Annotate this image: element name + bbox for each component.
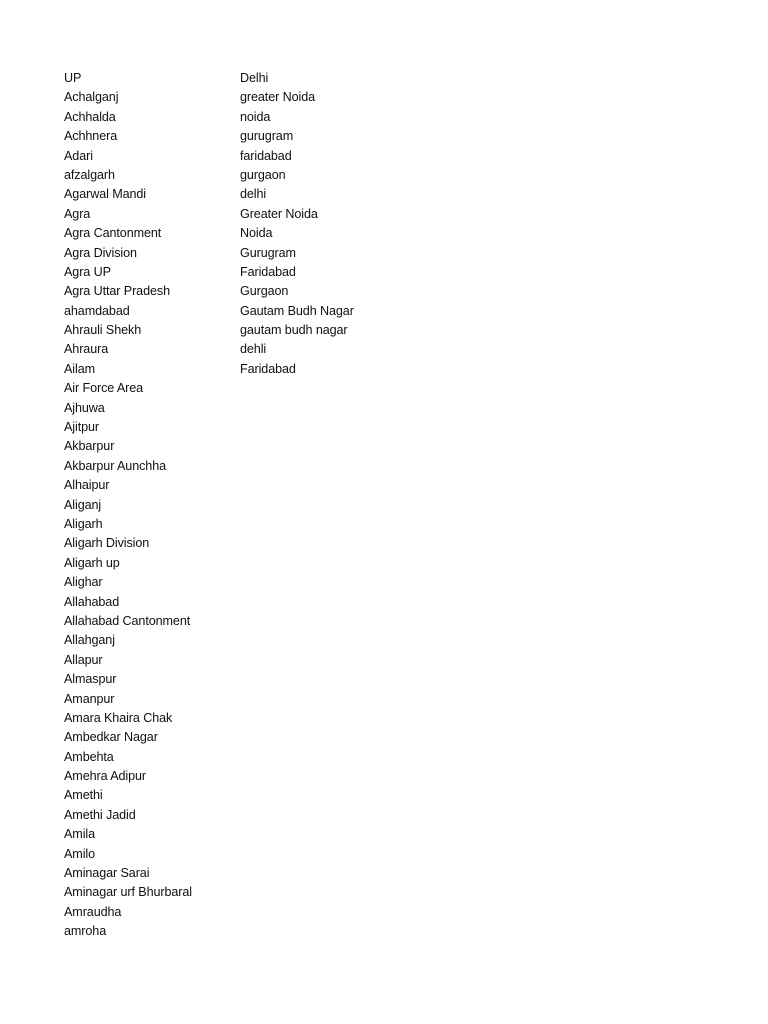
list-item: gurgaon (240, 167, 286, 182)
list-item: Agra Uttar Pradesh (64, 284, 170, 299)
list-item: gurugram (240, 129, 294, 144)
list-item: Amilo (64, 846, 95, 861)
list-item: Amara Khaira Chak (64, 710, 173, 725)
list-item: faridabad (240, 148, 292, 163)
list-item: Allahganj (64, 633, 115, 648)
list-item: dehli (240, 342, 267, 357)
list-item: noida (240, 109, 271, 124)
list-item: Agarwal Mandi (64, 187, 146, 202)
list-item: delhi (240, 187, 267, 202)
list-item: Allahabad Cantonment (64, 613, 191, 628)
list-item: Agra (64, 206, 91, 221)
list-item: Gautam Budh Nagar (240, 303, 354, 318)
list-item: greater Noida (240, 90, 316, 105)
list-item: Ambedkar Nagar (64, 730, 158, 745)
list-item: Air Force Area (64, 381, 144, 396)
list-item: Gurgaon (240, 284, 289, 299)
list-item: Aminagar urf Bhurbaral (64, 885, 192, 900)
cell-up-header: UP (64, 71, 82, 85)
list-item: Almaspur (64, 672, 117, 687)
list-item: Agra Cantonment (64, 226, 162, 241)
list-item: Achhalda (64, 109, 116, 124)
list-item: Alighar (64, 575, 103, 590)
list-item: Ailam (64, 361, 95, 376)
list-item: Aminagar Sarai (64, 866, 150, 881)
column-up-places (64, 69, 234, 942)
list-item: Allahabad (64, 594, 120, 609)
list-item: Agra UP (64, 264, 111, 279)
column-delhi-places (240, 69, 440, 379)
list-item: Greater Noida (240, 206, 318, 221)
list-item: Faridabad (240, 264, 296, 279)
list-item: Amila (64, 827, 95, 842)
list-item: Amraudha (64, 904, 122, 919)
list-item: Ahraura (64, 342, 109, 357)
list-item: Amanpur (64, 691, 115, 706)
list-item: Amehra Adipur (64, 769, 147, 784)
list-item: Ambehta (64, 749, 114, 764)
list-item: gautam budh nagar (240, 323, 348, 338)
list-item: Aligarh up (64, 555, 120, 570)
list-item: Achhnera (64, 129, 118, 144)
list-item: Adari (64, 148, 93, 163)
list-item: Akbarpur Aunchha (64, 458, 167, 473)
list-item: Ajhuwa (64, 400, 105, 415)
list-item: Achalganj (64, 90, 119, 105)
list-item: Alhaipur (64, 478, 110, 493)
list-item: Akbarpur (64, 439, 115, 454)
list-item: Faridabad (240, 361, 296, 376)
cell-delhi-header: Delhi (240, 71, 269, 85)
list-item: afzalgarh (64, 167, 115, 182)
list-item: Amethi (64, 788, 103, 803)
list-item: Aligarh Division (64, 536, 150, 551)
list-item: Ajitpur (64, 420, 99, 435)
list-item: Gurugram (240, 245, 296, 260)
list-item: Aligarh (64, 516, 103, 531)
list-item: amroha (64, 924, 107, 939)
list-item: Aliganj (64, 497, 102, 512)
list-item: Noida (240, 226, 273, 241)
list-item: Allapur (64, 652, 103, 667)
list-item: Ahrauli Shekh (64, 323, 142, 338)
list-item: Agra Division (64, 245, 137, 260)
list-item: ahamdabad (64, 303, 130, 318)
list-item: Amethi Jadid (64, 807, 136, 822)
